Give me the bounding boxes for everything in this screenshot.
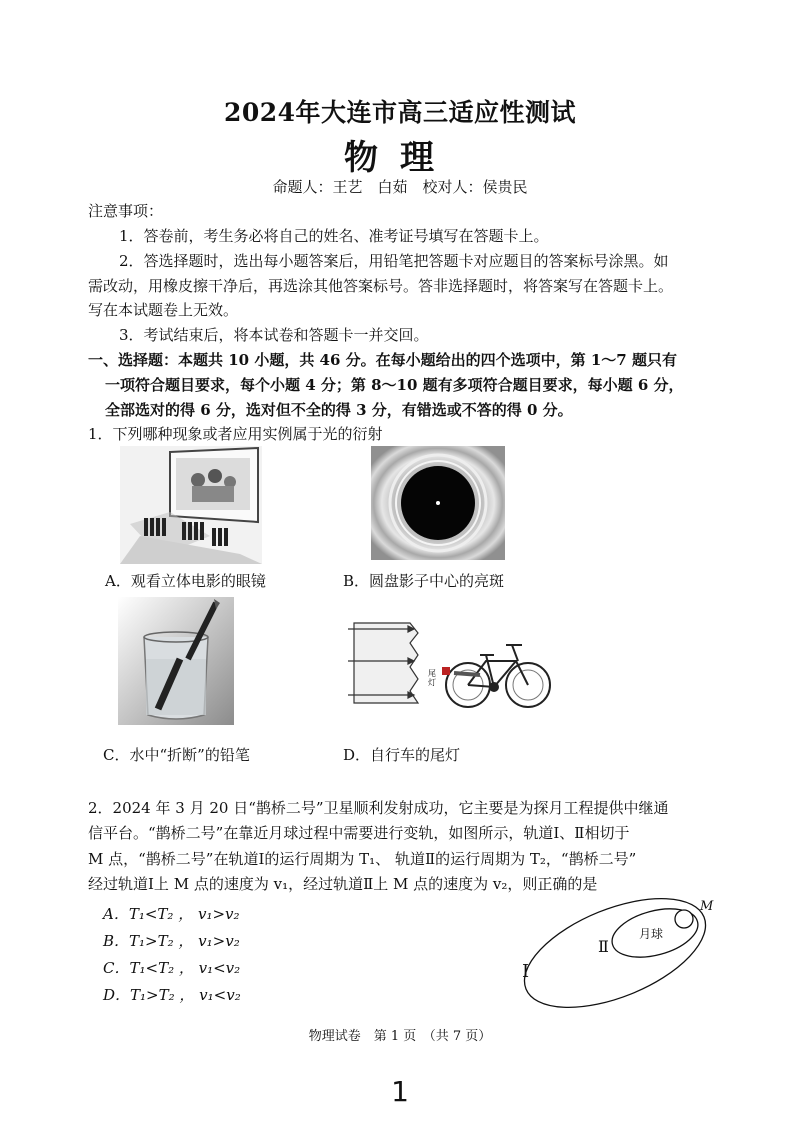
bicycle-taillight-image — [346, 615, 558, 715]
subject-title: 物理 — [344, 138, 456, 178]
q1-option-c: C．水中“折断”的铅笔 — [103, 746, 250, 764]
notice-item: 需改动，用橡皮擦干净后，再选涂其他答案标号。答非选择题时，将答案写在答题卡上。 — [88, 277, 674, 295]
section-instructions: 全部选对的得 6 分，选对但不全的得 3 分，有错选或不答的得 0 分。 — [105, 401, 573, 419]
notice-item: 1．答卷前，考生务必将自己的姓名、准考证号填写在答题卡上。 — [119, 227, 549, 245]
q2-stem-line: 经过轨道Ⅰ上 M 点的速度为 v₁，经过轨道Ⅱ上 M 点的速度为 v₂，则正确的是 — [88, 875, 598, 893]
point-m-label: M — [700, 899, 714, 914]
q2-stem-line: 信平台。“鹊桥二号”在靠近月球过程中需要进行变轨，如图所示，轨道Ⅰ、Ⅱ相切于 — [88, 824, 630, 842]
section-instructions: 一、选择题：本题共 10 小题，共 46 分。在每小题给出的四个选项中，第 1～7 题只有 — [88, 351, 677, 369]
poisson-spot-image — [371, 446, 505, 560]
section-instructions: 一项符合题目要求，每个小题 4 分；第 8～10 题有多项符合题目要求，每小题 6 分， — [105, 376, 684, 394]
orbit-diagram — [505, 895, 730, 1010]
q2-stem-line: M 点，“鹊桥二号”在轨道Ⅰ的运行周期为 T₁、 轨道Ⅱ的运行周期为 T₂，“鹊桥二号” — [88, 850, 637, 868]
q2-option-a: A．T₁<T₂ ， v₁>v₂ — [103, 905, 240, 923]
notice-item: 3．考试结束后，将本试卷和答题卡一并交回。 — [119, 326, 429, 344]
q1-stem: 1．下列哪种现象或者应用实例属于光的衍射 — [88, 425, 383, 443]
q1-option-a: A．观看立体电影的眼镜 — [105, 572, 266, 590]
exam-title: 2024年大连市高三适应性测试 — [223, 98, 577, 127]
q2-option-d: D．T₁>T₂ ， v₁<v₂ — [103, 986, 241, 1004]
page-number: 1 — [391, 1075, 409, 1108]
q2-option-c: C．T₁<T₂ ， v₁<v₂ — [103, 959, 241, 977]
page-footer: 物理试卷 第 1 页 （共 7 页） — [308, 1029, 492, 1044]
orbit-i-label: Ⅰ — [522, 961, 530, 982]
notice-heading: 注意事项： — [88, 202, 164, 220]
taillight-label: 尾灯 — [428, 669, 436, 687]
q1-option-b: B．圆盘影子中心的亮斑 — [343, 572, 505, 590]
notice-item: 写在本试题卷上无效。 — [88, 301, 239, 319]
moon-label: 月球 — [639, 927, 664, 941]
q2-stem-line: 2．2024 年 3 月 20 日“鹊桥二号”卫星顺利发射成功，它主要是为探月工程提供中继通 — [88, 799, 669, 817]
q2-option-b: B．T₁>T₂ ， v₁>v₂ — [103, 932, 240, 950]
orbit-ii-label: Ⅱ — [598, 937, 609, 956]
authors-line: 命题人：王艺 白茹 校对人：侯贵民 — [272, 178, 528, 196]
cinema-glasses-image — [120, 446, 262, 564]
pencil-in-water-image — [118, 597, 234, 725]
notice-item: 2．答选择题时，选出每小题答案后，用铅笔把答题卡对应题目的答案标号涂黑。如 — [119, 252, 669, 270]
q1-option-d: D．自行车的尾灯 — [343, 746, 461, 764]
